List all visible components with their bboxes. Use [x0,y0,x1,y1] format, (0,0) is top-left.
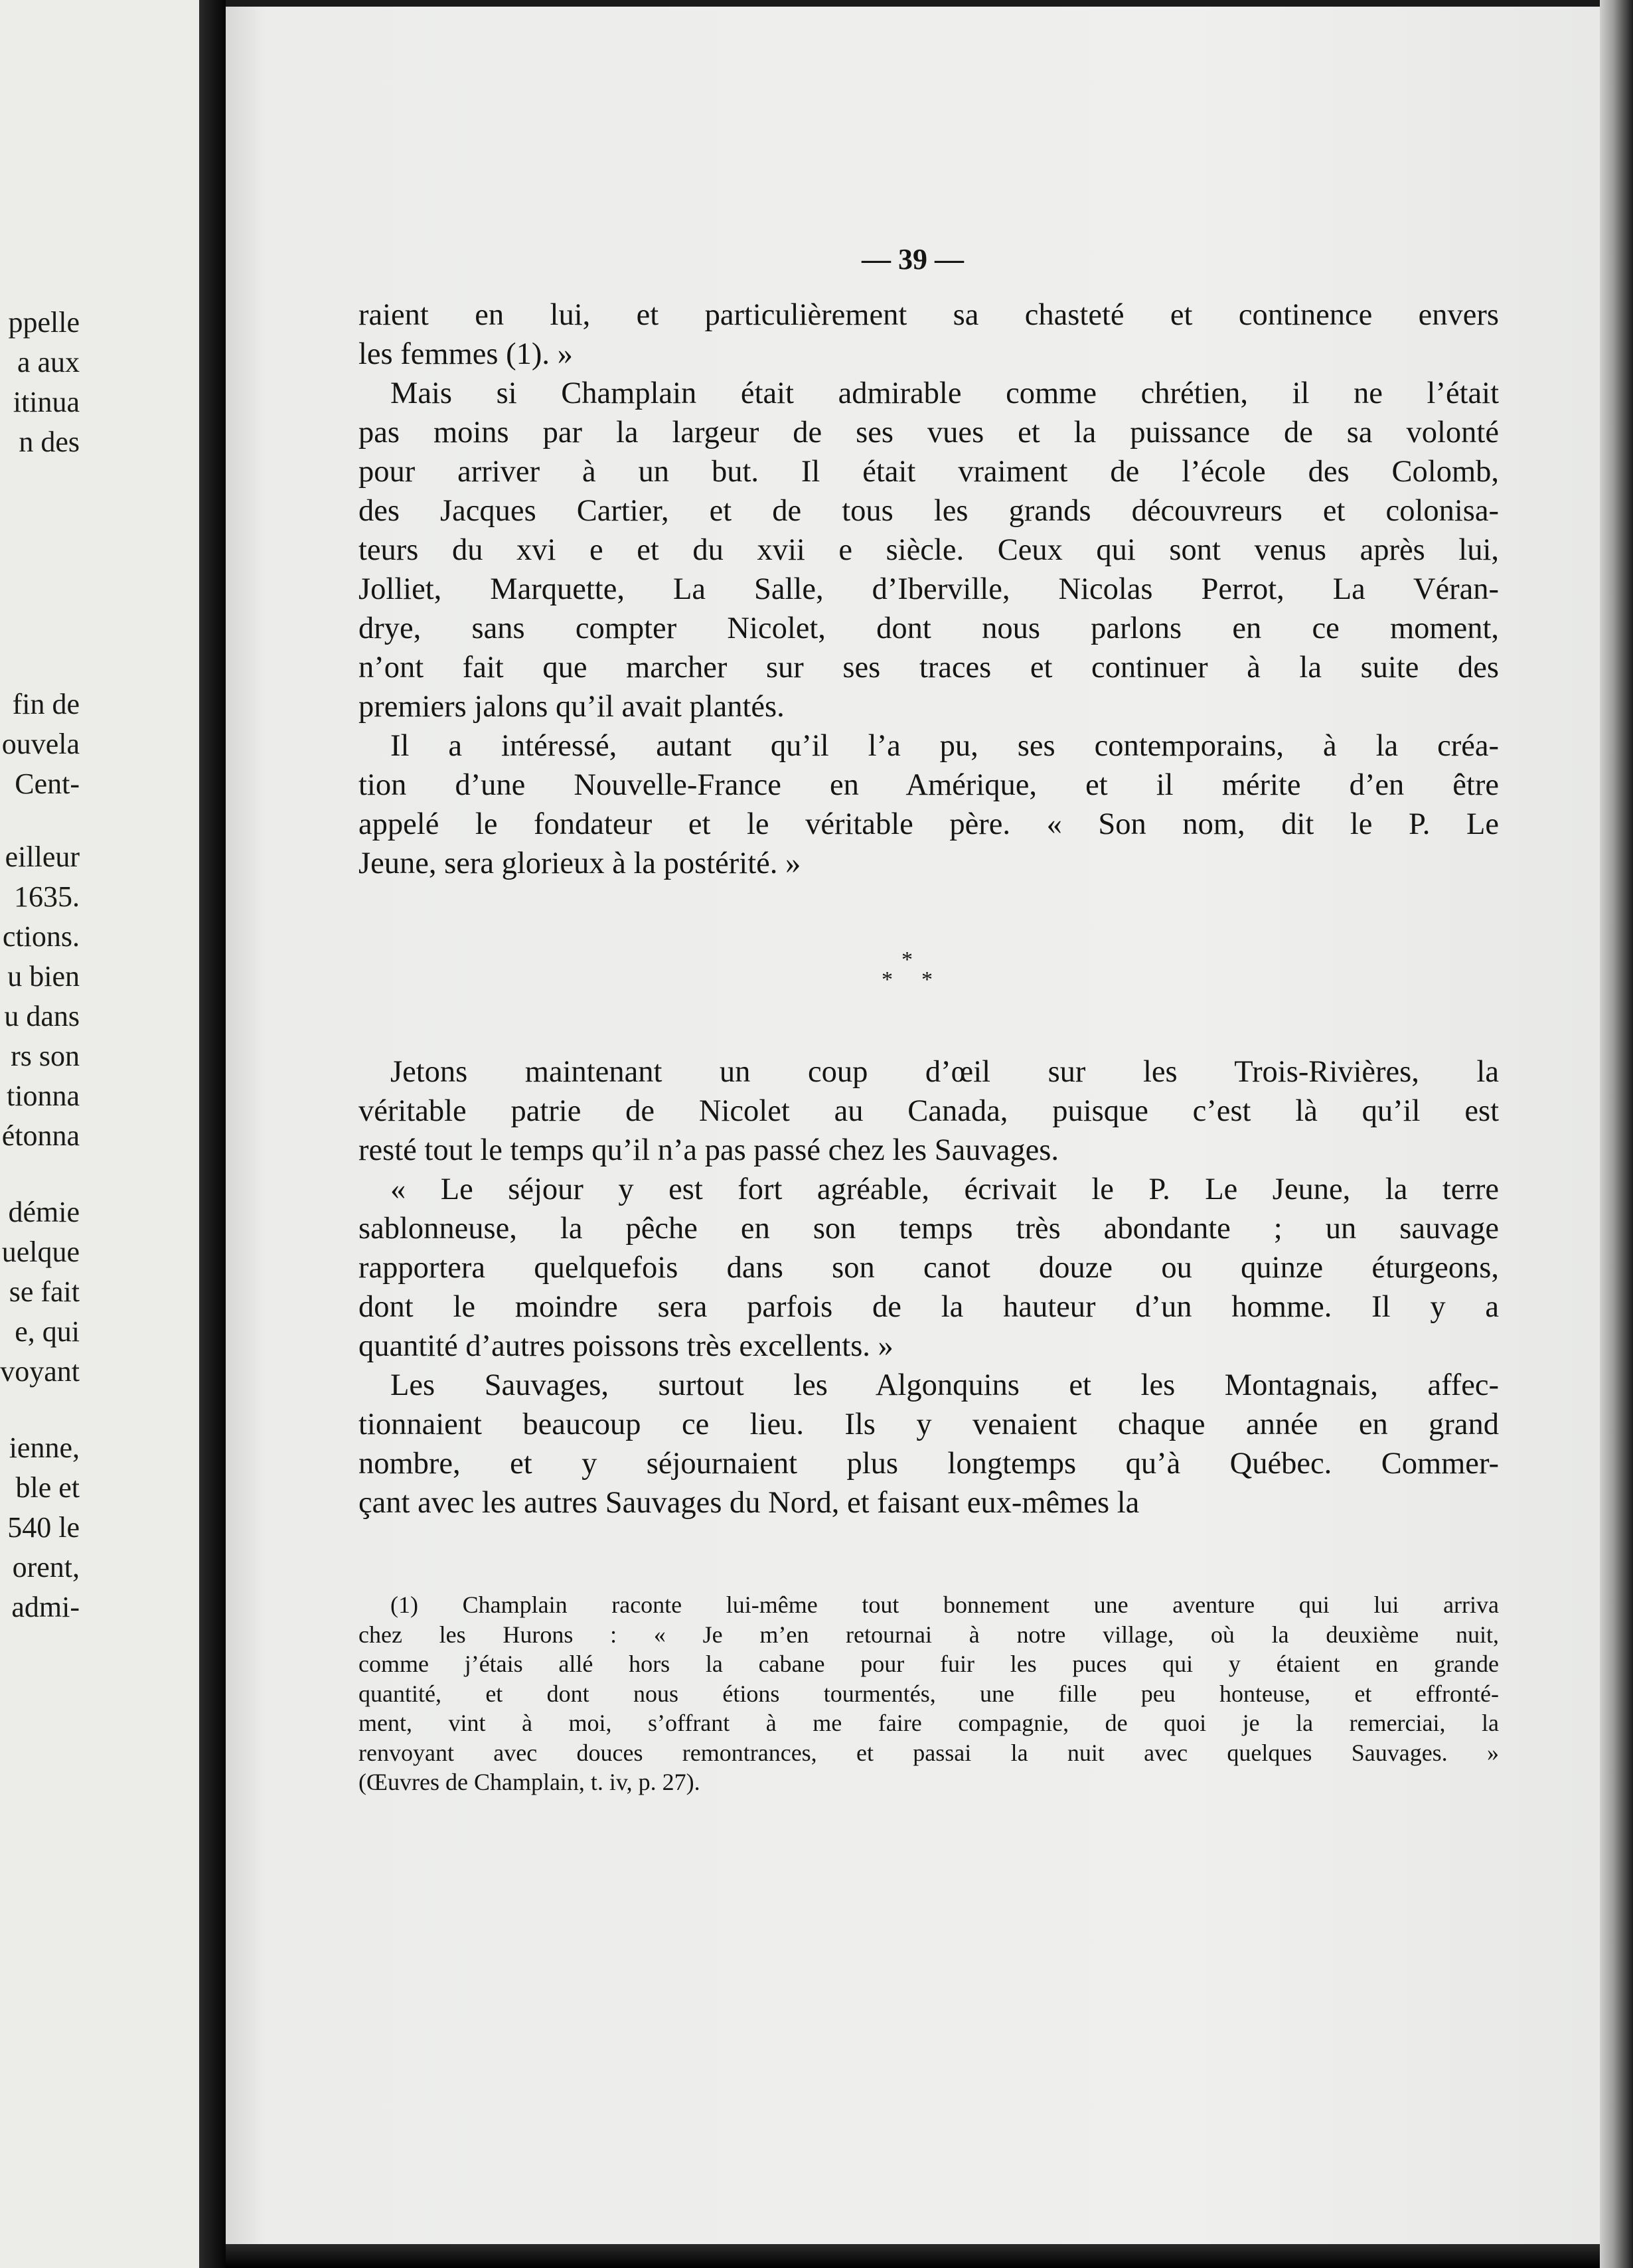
text-line: resté tout le temps qu’il n’a pas passé chez les Sauvages. [358,1133,1059,1167]
asterism-star-top: * [901,947,913,972]
text-line: Jetons maintenant un coup d’œil sur les Trois-Rivières, la [390,1055,1499,1089]
previous-page-line-text: ppelle [8,306,80,339]
footnote-line: quantité, et dont nous étions tourmentés, une fille peu honteuse, et effronté- [358,1680,1499,1707]
previous-page-line-text: a aux [17,346,80,378]
previous-page-line-text: 540 le [7,1511,80,1544]
text-line: raient en lui, et particulièrement sa chasteté et continence envers [358,298,1499,332]
footnote-line: (1) Champlain raconte lui-même tout bonnement une aventure qui lui arriva [390,1591,1499,1618]
text-line: çant avec les autres Sauvages du Nord, et faisant eux-mêmes la [358,1486,1140,1520]
previous-page-line-text: ouvela [1,728,80,760]
previous-page-line [0,1195,80,1229]
paragraph [358,1366,1499,1522]
lower-text-block [358,1052,1499,1522]
previous-page-line [0,425,80,459]
previous-page-line-text: se fait [9,1275,80,1308]
page [226,0,1600,2268]
footnote-line: renvoyant avec douces remontrances, et passai la nuit avec quelques Sauvages. » [358,1739,1499,1766]
previous-page-line [0,687,80,721]
previous-page-line [0,727,80,761]
text-line: premiers jalons qu’il avait plantés. [358,690,785,724]
text-line: « Le séjour y est fort agréable, écrivait le P. Le Jeune, la terre [390,1173,1499,1206]
book-gutter [199,0,226,2268]
page-number: — 39 — [862,243,964,276]
text-line: drye, sans compter Nicolet, dont nous parlons en ce moment, [358,611,1499,645]
previous-page-line-text: ble et [15,1471,80,1504]
previous-page-line-text: tionna [7,1080,80,1112]
previous-page-line [0,840,80,874]
text-line: Jeune, sera glorieux à la postérité. » [358,847,801,880]
text-line: Mais si Champlain était admirable comme chrétien, il ne l’était [390,376,1499,410]
previous-page-line [0,767,80,801]
previous-page-line-text: Cent- [15,768,80,800]
text-line: pour arriver à un but. Il était vraiment de l’école des Colomb, [358,455,1499,489]
previous-page-line-text: n des [19,426,80,458]
previous-page-line-text: itinua [13,386,80,418]
text-line: des Jacques Cartier, et de tous les grands découvreurs et colonisa- [358,494,1499,528]
previous-page-fragment [0,0,199,2268]
previous-page-line [0,920,80,953]
text-line: tion d’une Nouvelle-France en Amérique, et il mérite d’en être [358,768,1499,802]
previous-page-line-text: u dans [4,1000,80,1032]
footnote-line: (Œuvres de Champlain, t. iv, p. 27). [358,1769,700,1795]
page-top-edge [226,0,1600,7]
previous-page-line [0,1510,80,1544]
previous-page-line [0,385,80,419]
previous-page-line-text: u bien [7,960,80,993]
previous-page-line [0,305,80,339]
text-line: appelé le fondateur et le véritable père. « Son nom, dit le P. Le [358,807,1499,841]
previous-page-line-text: uelque [1,1236,80,1268]
previous-page-line-text: ienne, [9,1431,80,1464]
previous-page-line [0,1550,80,1584]
previous-page-line [0,345,80,379]
text-line: Il a intéressé, autant qu’il l’a pu, ses contemporains, à la créa- [390,729,1499,763]
text-line: véritable patrie de Nicolet au Canada, puisque c’est là qu’il est [358,1094,1499,1128]
previous-page-line-text: rs son [11,1040,80,1072]
asterism-star-left: * [882,967,893,992]
previous-page-line [0,880,80,914]
previous-page-line [0,1039,80,1073]
previous-page-line [0,1354,80,1388]
text-line: les femmes (1). » [358,337,573,371]
footnote-text [358,1590,1499,1797]
text-line: pas moins par la largeur de ses vues et la puissance de sa volonté [358,416,1499,449]
asterism-separator [226,946,1600,999]
text-line: Les Sauvages, surtout les Algonquins et les Montagnais, affec- [390,1368,1499,1402]
paragraph [358,1052,1499,1170]
asterism-star-right: * [921,967,933,992]
paragraph [358,726,1499,883]
text-line: sablonneuse, la pêche en son temps très abondante ; un sauvage [358,1212,1499,1246]
text-line: nombre, et y séjournaient plus longtemps qu’à Québec. Commer- [358,1447,1499,1481]
previous-page-line [0,1590,80,1624]
previous-page-line-text: fin de [12,688,80,720]
text-line: rapportera quelquefois dans son canot douze ou quinze éturgeons, [358,1251,1499,1285]
text-line: quantité d’autres poissons très excellents. » [358,1329,894,1363]
text-line: Jolliet, Marquette, La Salle, d’Iberville, Nicolas Perrot, La Véran- [358,572,1499,606]
previous-page-line [0,1315,80,1348]
footnote [358,1590,1499,1797]
previous-page-line [0,1235,80,1269]
previous-page-line-text: ctions. [2,920,80,953]
upper-text-block [358,295,1499,883]
previous-page-line-text: e, qui [15,1315,80,1348]
footnote-line: ment, vint à moi, s’offrant à me faire compagnie, de quoi je la remerciai, la [358,1710,1499,1736]
previous-page-line [0,959,80,993]
paragraph [358,1170,1499,1366]
previous-page-line-text: démie [8,1196,80,1228]
text-line: teurs du xvi e et du xvii e siècle. Ceux qui sont venus après lui, [358,533,1499,567]
previous-page-line-text: 1635. [14,880,80,913]
previous-page-line-text: étonna [1,1119,80,1152]
previous-page-line [0,1275,80,1309]
previous-page-line [0,1471,80,1504]
paragraph [358,295,1499,374]
previous-page-line [0,1431,80,1465]
previous-page-line [0,1079,80,1113]
previous-page-line [0,999,80,1033]
page-right-edge [1600,0,1633,2268]
text-line: dont le moindre sera parfois de la hauteur d’un homme. Il y a [358,1290,1499,1324]
previous-page-line-text: voyant [0,1355,80,1388]
text-line: tionnaient beaucoup ce lieu. Ils y venaient chaque année en grand [358,1408,1499,1441]
previous-page-line-text: eilleur [5,841,80,873]
footnote-line: comme j’étais allé hors la cabane pour fuir les puces qui y étaient en grande [358,1651,1499,1677]
paragraph [358,374,1499,726]
footnote-line: chez les Hurons : « Je m’en retournai à notre village, où la deuxième nuit, [358,1621,1499,1648]
text-line: n’ont fait que marcher sur ses traces et continuer à la suite des [358,651,1499,685]
previous-page-line-text: orent, [12,1551,80,1583]
page-bottom-edge [226,2244,1600,2268]
previous-page-line [0,1119,80,1153]
previous-page-line-text: admi- [11,1591,80,1623]
